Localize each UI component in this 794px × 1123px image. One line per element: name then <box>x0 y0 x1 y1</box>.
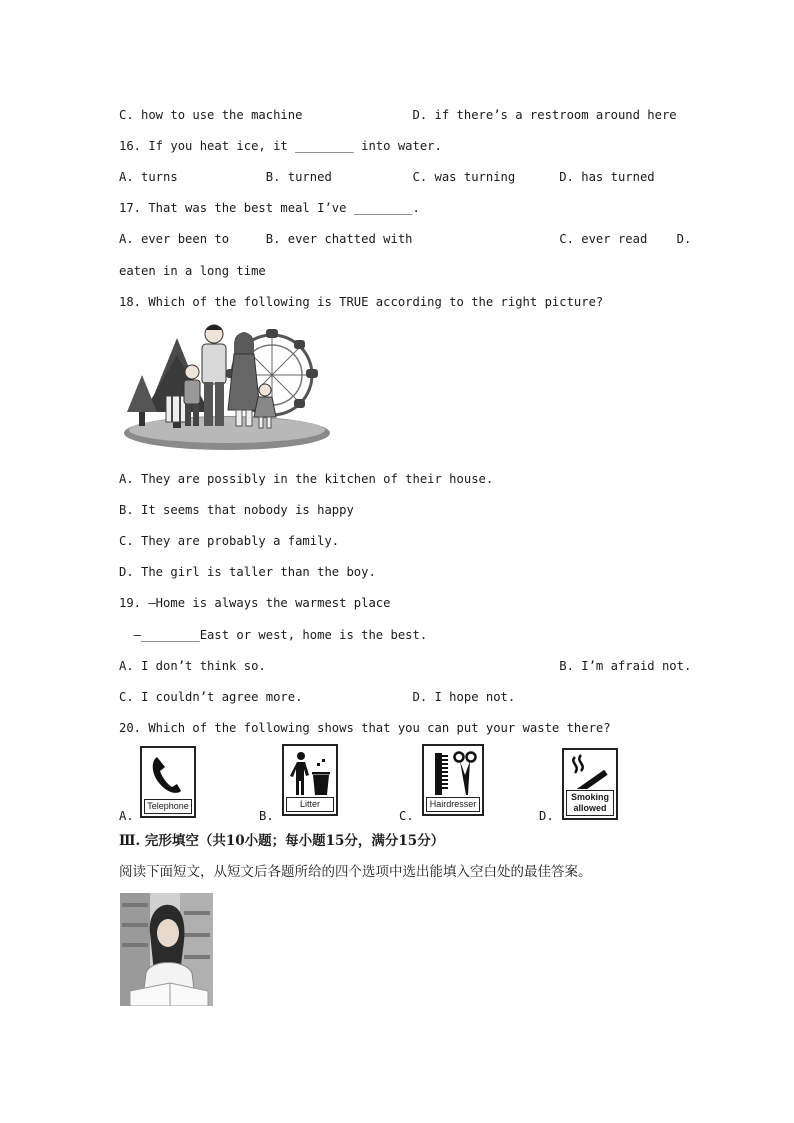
q18-option-a: A. They are possibly in the kitchen of their house. <box>119 472 494 486</box>
q20-option-b-label: B. <box>259 809 274 823</box>
family-picture <box>122 320 332 452</box>
q18-option-c: C. They are probably a family. <box>119 534 340 548</box>
q20-option-c-label: C. <box>399 809 414 823</box>
comb-scissors-icon <box>427 749 481 797</box>
hairdresser-sign-label: Hairdresser <box>426 797 480 812</box>
cigarette-icon <box>567 753 613 789</box>
q20-stem: 20. Which of the following shows that you can put your waste there? <box>119 721 611 735</box>
q19-options-cd: C. I couldn’t agree more. D. I hope not. <box>119 690 516 704</box>
q20-option-d-label: D. <box>539 809 554 823</box>
q19-stem: 19. —Home is always the warmest place <box>119 596 391 610</box>
telephone-sign <box>140 746 196 818</box>
q18-option-d: D. The girl is taller than the boy. <box>119 565 376 579</box>
section-heading: Ⅲ. 完形填空（共10小题；每小题15分，满分15分） <box>119 833 445 849</box>
q19-response: —________East or west, home is the best. <box>119 628 428 642</box>
q15-options-cd: C. how to use the machine D. if there’s a restroom around here <box>119 108 677 122</box>
q16-stem: 16. If you heat ice, it ________ into water. <box>119 139 442 153</box>
telephone-icon <box>145 751 191 799</box>
q19-options-ab: A. I don’t think so. B. I’m afraid not. <box>119 659 692 673</box>
litter-sign <box>282 744 338 816</box>
q18-option-b: B. It seems that nobody is happy <box>119 503 354 517</box>
telephone-sign-label: Telephone <box>144 799 192 814</box>
litter-sign-label: Litter <box>286 797 334 812</box>
q20-option-a-label: A. <box>119 809 134 823</box>
q17-options-continued: eaten in a long time <box>119 264 266 278</box>
girl-reading-photo <box>120 893 213 1006</box>
q18-stem: 18. Which of the following is TRUE according to the right picture? <box>119 295 604 309</box>
q16-options: A. turns B. turned C. was turning D. has turned <box>119 170 655 184</box>
allowed-label: allowed <box>573 803 607 813</box>
smoking-allowed-sign <box>562 748 618 820</box>
litter-bin-icon <box>287 749 333 797</box>
q17-options: A. ever been to B. ever chatted with C. ever read D. <box>119 232 692 246</box>
q17-stem: 17. That was the best meal I’ve ________. <box>119 201 420 215</box>
smoking-allowed-sign-label <box>566 790 614 816</box>
section-instruction: 阅读下面短文，从短文后各题所给的四个选项中选出能填入空白处的最佳答案。 <box>119 864 592 880</box>
hairdresser-sign <box>422 744 484 816</box>
smoking-label: Smoking <box>570 792 609 802</box>
